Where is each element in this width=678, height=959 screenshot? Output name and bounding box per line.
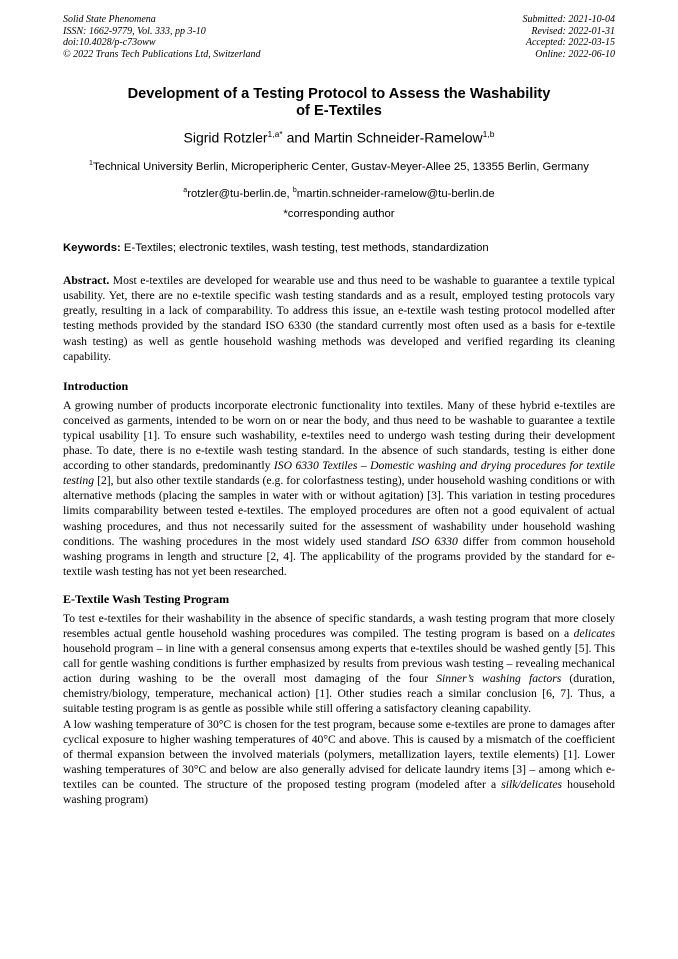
- email-superscript: b: [292, 187, 297, 195]
- keywords-label: Keywords:: [63, 242, 121, 255]
- italic-text: ISO 6330: [411, 534, 458, 548]
- email-link[interactable]: rotzler@tu-berlin.de,: [187, 188, 293, 201]
- abstract: [63, 273, 615, 364]
- journal-issn: ISSN: 1662-9779, Vol. 333, pp 3-10: [63, 25, 206, 37]
- body-text: differ from common household washing programs in length and structure [2, 4]. The applicability of the programs provided by the standard for e-textile wash testing has not yet been researched.: [63, 534, 615, 578]
- author-name: Martin Schneider-Ramelow: [313, 129, 483, 146]
- paper-title: [63, 86, 615, 120]
- corresponding-author-note: *corresponding author: [283, 208, 395, 221]
- author-name: Sigrid Rotzler: [183, 129, 268, 146]
- date-submitted: Submitted: 2021-10-04: [522, 14, 615, 25]
- journal-header: [63, 14, 615, 60]
- body-text: household washing program): [63, 777, 615, 806]
- affiliation-superscript: 1: [89, 159, 93, 167]
- email-superscript: a: [183, 187, 188, 195]
- program-paragraph: [63, 611, 615, 717]
- body-text: [2], but also other textile standards (e.g. for colorfastness testing), under household washing conditions or with alternative methods (placing the samples in water with or without agitation) [3]. This variation in testing procedures limits comparability between tested e-textiles. The employed procedures are often not a good equivalent of actual washing procedures, and thus not necessarily suited for the assessment of washability under household washing conditions. The washing procedures in the most widely used standard: [63, 474, 615, 548]
- italic-text: ISO 6330 Textiles – Domestic washing and drying procedures for textile testing: [63, 459, 615, 488]
- affiliation-text: Technical University Berlin, Microperipheric Center, Gustav-Meyer-Allee 25, 13355 Berlin, Germany: [92, 160, 589, 173]
- italic-text: silk/delicates: [501, 777, 563, 791]
- date-online: Online: 2022-06-10: [535, 48, 615, 60]
- body-text: To test e-textiles for their washability in the absence of specific standards, a wash testing program that more closely resembles actual gentle household washing procedures was compiled. The testing program is based on a: [63, 611, 615, 640]
- section-heading-introduction: Introduction: [63, 378, 129, 393]
- abstract-label: Abstract.: [63, 274, 110, 288]
- italic-text: Sinner’s washing factors: [436, 672, 562, 686]
- journal-name: Solid State Phenomena: [63, 14, 156, 25]
- author-conjunction: and: [286, 129, 310, 146]
- author-list: [63, 126, 615, 147]
- author-superscript: 1,a*: [267, 129, 283, 139]
- paper-page: [63, 14, 615, 807]
- journal-copyright: © 2022 Trans Tech Publications Ltd, Switzerland: [63, 48, 261, 60]
- title-line: of E-Textiles: [296, 103, 382, 119]
- body-text: (duration, chemistry/biology, temperature, mechanical action) [1]. Other studies reach a similar conclusion [6, 7]. Thus, a suitable testing program is as gentle as possible while still offering a satisfactory cleaning capability.: [63, 672, 615, 716]
- section-heading-wash-program: E-Textile Wash Testing Program: [63, 591, 230, 606]
- italic-text: delicates: [573, 626, 615, 640]
- date-revised: Revised: 2022-01-31: [531, 25, 615, 37]
- author-emails: [63, 184, 615, 201]
- journal-info: [63, 14, 261, 60]
- date-accepted: Accepted: 2022-03-15: [525, 37, 615, 48]
- submission-dates: [523, 14, 616, 60]
- email-link[interactable]: martin.schneider-ramelow@tu-berlin.de: [296, 188, 495, 201]
- journal-doi: doi:10.4028/p-c73oww: [63, 37, 156, 48]
- program-paragraph: [63, 717, 615, 808]
- abstract-text: Most e-textiles are developed for wearable use and thus need to be washable to guarantee a textile typical usability. Yet, there are no e-textile specific wash testing standards and as a result, employed testing protocols vary greatly, resulting in a lack of comparability. To address this issue, an e-textile wash testing protocol modelled after testing methods provided by the standard ISO 6330 (the standard currently most often used as a basis for e-textile wash testing) as well as gentle household washing methods was developed and verified regarding its cleaning capability.: [63, 274, 615, 363]
- keywords-text: E-Textiles; electronic textiles, wash testing, test methods, standardization: [120, 242, 489, 255]
- title-line: Development of a Testing Protocol to Assess the Washability: [127, 86, 551, 102]
- author-superscript: 1,b: [482, 129, 495, 139]
- keywords: [63, 241, 615, 255]
- introduction-paragraph: [63, 398, 615, 579]
- body-text: A low washing temperature of 30°C is chosen for the test program, because some e-textiles are prone to damages after cyclical exposure to higher washing temperatures of 40°C and above. This is caused by a mismatch of the coefficient of thermal expansion between the involved materials (polymers, metallization layers, textile elements) [1]. Lower washing temperatures of 30°C and below are also generally advised for delicate laundry items [3] – among which e-textiles can be counted. The structure of the proposed testing program (modeled after a: [63, 717, 615, 791]
- body-text: A growing number of products incorporate electronic functionality into textiles. Many of these hybrid e-textiles are conceived as garments, intended to be worn on or near the body, and thus need to be washable to guarantee a textile typical usability [1]. To ensure such washability, e-textiles need to undergo wash testing during their development phase. To date, there is no e-textile wash testing standard. In the absence of such standards, testing is either done according to other standards, predominantly: [63, 398, 615, 473]
- affiliation: [63, 156, 615, 175]
- body-text: household program – in line with a general consensus among experts that e-textiles should be washed gently [5]. This call for gentle washing conditions is further emphasized by results from previous wash testing – revealing mechanical action during washing to be the overall most damaging of the four: [63, 642, 615, 686]
